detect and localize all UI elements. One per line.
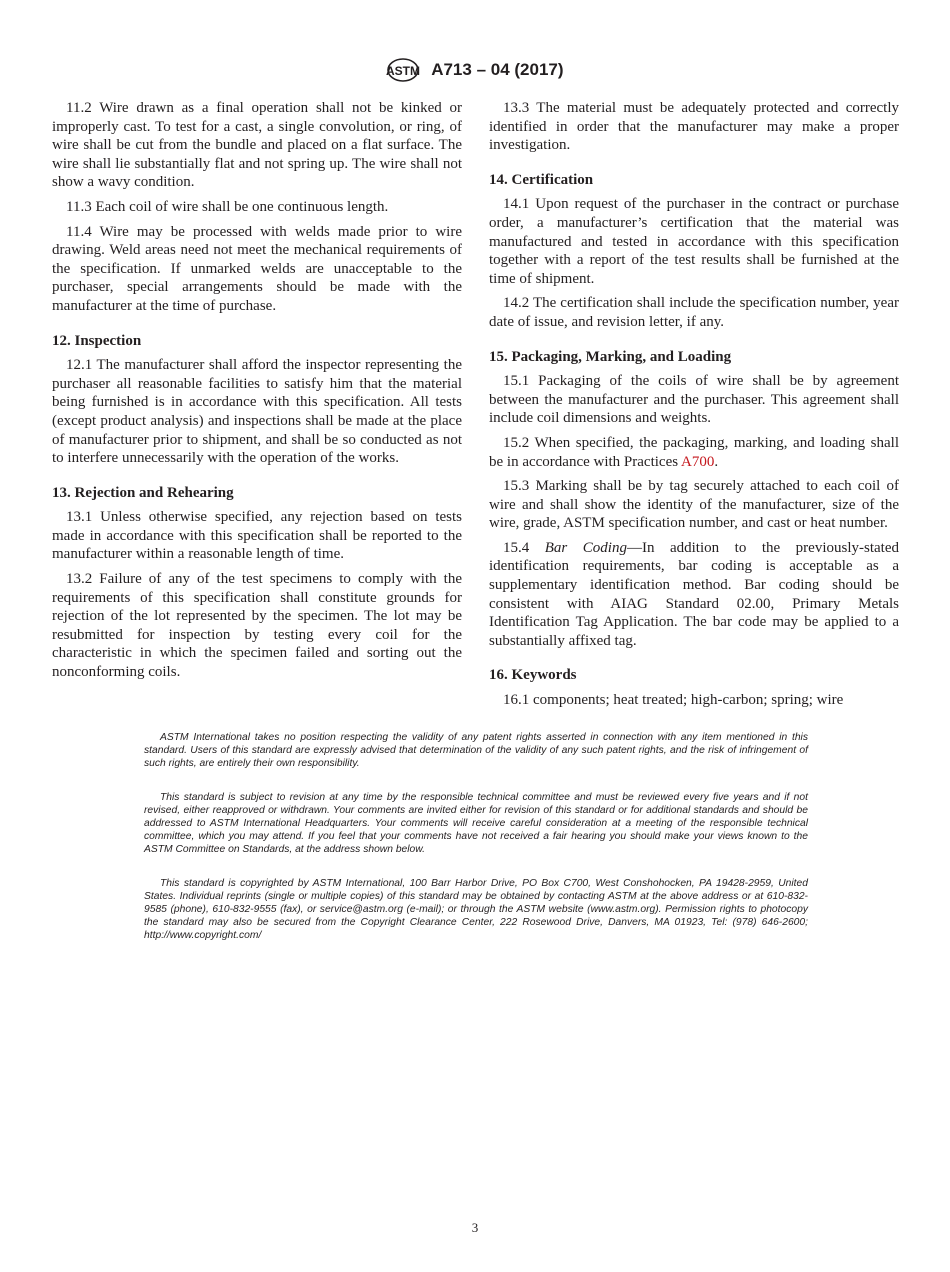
- text: .: [714, 453, 719, 470]
- paragraph-14-1: 14.1 Upon request of the purchaser in the contract or purchase order, a manufacturer’s certification that the material was manufactured and tested in accordance with this specification together with a report of the test results shall be furnished at the time of shipment.: [489, 196, 899, 287]
- paragraph-13-3: 13.3 The material must be adequately protected and correctly identified in order that the manufacturer may make a proper investigation.: [489, 100, 899, 154]
- heading-rejection: 13. Rejection and Rehearing: [52, 484, 234, 501]
- paragraph-15-4: [489, 539, 899, 651]
- text: 15.2 When specified, the packaging, marking, and loading shall be in accordance with Practices: [489, 434, 899, 470]
- footer-notices: [144, 731, 808, 963]
- paragraph-15-2: [489, 434, 899, 471]
- paragraph-11-2: 11.2 Wire drawn as a final operation shall not be kinked or improperly cast. To test for a cast, a single convolution, or ring, of wire shall be cut from the bundle and placed on a flat surface. The wire shall lie substantially flat and not spring up. The wire shall not show a wavy condition.: [52, 100, 462, 191]
- svg-text:ASTM: ASTM: [386, 64, 421, 78]
- paragraph-11-3: 11.3 Each coil of wire shall be one continuous length.: [66, 198, 389, 215]
- paragraph-13-2: 13.2 Failure of any of the test specimens to comply with the requirements of this specification shall constitute grounds for rejection of the lot represented by the specimen. The lot may be resubmitted for inspection by testing every coil for the characteristic in which the specimen failed and sorting out the nonconforming coils.: [52, 571, 462, 681]
- revision-notice: This standard is subject to revision at any time by the responsible technical committee and must be reviewed every five years and if not revised, either reapproved or withdrawn. Your comments are invited either for revision of this standard or for additional standards and should be addressed to ASTM International Headquarters. Your comments will receive careful consideration at a meeting of the responsible technical committee, which you may attend. If you feel that your comments have not received a fair hearing you should make your views known to the ASTM Committee on Standards, at the address shown below.: [144, 791, 808, 856]
- page-number: 3: [471, 1220, 479, 1235]
- left-column: [52, 93, 462, 682]
- designation: A713 – 04 (2017): [431, 60, 564, 79]
- paragraph-13-1: 13.1 Unless otherwise specified, any rejection based on tests made in accordance with this specification shall be reported to the manufacturer within a reasonable length of time.: [52, 509, 462, 563]
- patent-notice: ASTM International takes no position respecting the validity of any patent rights asserted in connection with any item mentioned in this standard. Users of this standard are expressly advised that determination of the validity of any such patent rights, and the risk of infringement of such rights, are entirely their own responsibility.: [144, 732, 808, 770]
- paragraph-16-1: 16.1 components; heat treated; high-carbon; spring; wire: [503, 692, 844, 709]
- heading-keywords: 16. Keywords: [489, 667, 577, 684]
- heading-inspection: 12. Inspection: [52, 332, 142, 349]
- link-a700[interactable]: A700: [681, 453, 715, 470]
- heading-certification: 14. Certification: [489, 171, 594, 188]
- paragraph-11-4: 11.4 Wire may be processed with welds made prior to wire drawing. Weld areas need not meet the mechanical requirements of the specification. If unmarked welds are unacceptable to the purchaser, special arrangements should be made with the manufacturer at the time of purchase.: [52, 223, 462, 314]
- paragraph-15-3: 15.3 Marking shall be by tag securely attached to each coil of wire and shall show the identity of the manufacturer, size of the wire, grade, ASTM specification number, and cast or heat number.: [489, 478, 899, 532]
- right-column: [489, 93, 899, 710]
- subsection-title: Bar Coding: [544, 539, 627, 556]
- page-header: [0, 56, 950, 84]
- heading-packaging: 15. Packaging, Marking, and Loading: [489, 348, 732, 365]
- text: —In addition to the previously-stated identification requirements, bar coding is acceptable as a supplementary identification method. Bar coding should be consistent with AIAG Standard 02.00, Primary Metals Identification Tag Application. The bar code may be applied to a substantially affixed tag.: [489, 539, 899, 649]
- paragraph-15-1: 15.1 Packaging of the coils of wire shall be by agreement between the manufacturer and the purchaser. This agreement shall include coil dimensions and weights.: [489, 373, 899, 427]
- astm-logo-icon: [386, 56, 420, 84]
- text: 15.4: [503, 539, 545, 556]
- copyright-notice: This standard is copyrighted by ASTM International, 100 Barr Harbor Drive, PO Box C700, West Conshohocken, PA 19428-2959, United States. Individual reprints (single or multiple copies) of this standard may be obtained by contacting ASTM at the above address or at 610-832-9585 (phone), 610-832-9555 (fax), or service@astm.org (e-mail); or through the ASTM website (www.astm.org). Permission rights to photocopy the standard may also be secured from the Copyright Clearance Center, 222 Rosewood Drive, Danvers, MA 01923, Tel: (978) 646-2600; http://www.copyright.com/: [144, 877, 808, 942]
- paragraph-12-1: 12.1 The manufacturer shall afford the inspector representing the purchaser all reasonable facilities to satisfy him that the material being furnished is in accordance with this specification. All tests (except product analysis) and inspections shall be made at the place of manufacturer prior to shipment, and shall be so conducted as not to interfere unnecessarily with the operation of the works.: [52, 357, 462, 467]
- paragraph-14-2: 14.2 The certification shall include the specification number, year date of issue, and revision letter, if any.: [489, 295, 899, 330]
